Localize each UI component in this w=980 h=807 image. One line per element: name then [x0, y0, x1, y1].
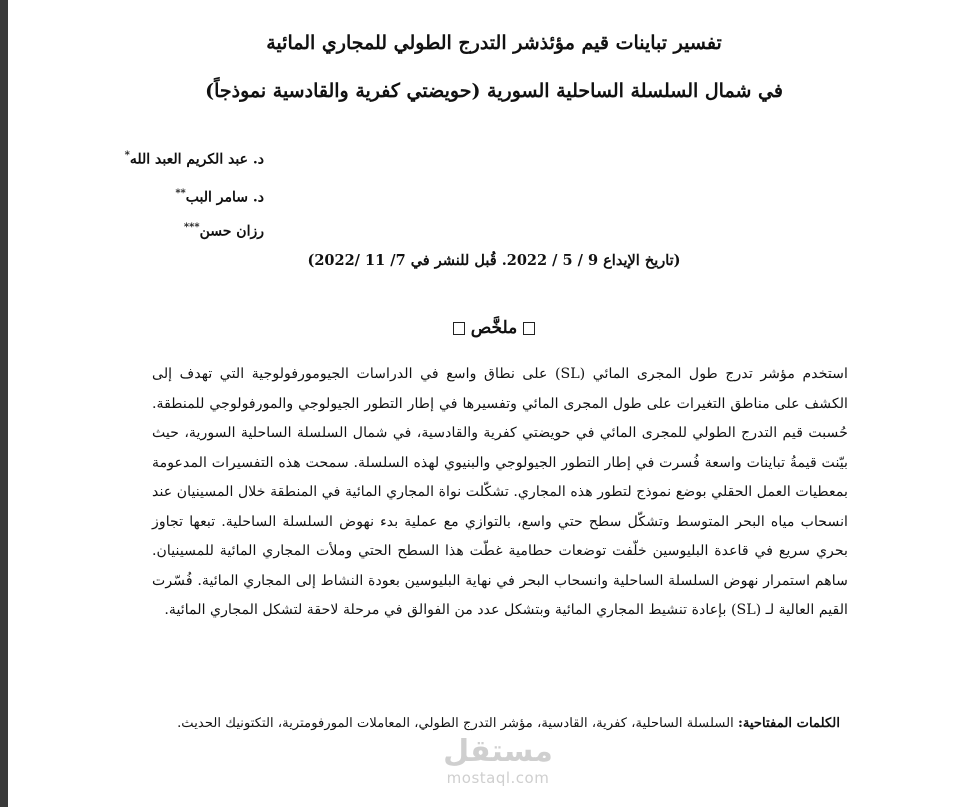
square-icon — [523, 322, 535, 335]
author-3-name: رزان حسن — [199, 223, 264, 240]
author-2-mark: ** — [175, 188, 186, 199]
paper-title-line1: تفسير تباينات قيم مؤئذشر التدرج الطولي للمجاري المائية — [266, 32, 722, 54]
keywords-text: السلسلة الساحلية، كفرية، القادسية، مؤشر التدرج الطولي، المعاملات المورفومترية، التكتونيك الحديث. — [177, 716, 738, 731]
author-2-name: د. سامر البب — [185, 189, 264, 206]
author-1-mark: * — [124, 150, 130, 161]
author-1 — [125, 150, 264, 168]
abstract-heading — [8, 318, 980, 338]
paper-page — [8, 0, 980, 807]
watermark — [438, 735, 558, 787]
watermark-site: mostaql.com — [446, 769, 550, 787]
author-3-mark: *** — [183, 222, 200, 233]
keywords-label: الكلمات المفتاحية: — [737, 716, 840, 731]
keywords-line — [177, 716, 840, 731]
author-2 — [175, 188, 264, 206]
window-edge — [0, 0, 8, 807]
abstract-heading-label: ملخَّص — [470, 318, 518, 338]
author-1-name: د. عبد الكريم العبد الله — [129, 151, 264, 168]
author-3 — [184, 222, 264, 240]
abstract-body: استخدم مؤشر تدرج طول المجرى المائي (SL) على نطاق واسع في الدراسات الجيومورفولوجية التي تهدف إلى الكشف على مناطق التغيرات على طول المجرى المائي وتفسيرها في إطار التطور الجيولوجي والمورفولوجي للمنطقة. حُسبت قيم التدرج الطولي للمجرى المائي في حويضتي كفرية والقادسية، في شمال السلسلة الساحلية السورية، حيث بيّنت قيمةُ تباينات واسعة فُسرت في إطار التطور الجيولوجي والبنيوي لهذه السلسلة. سمحت هذه التفسيرات المدعومة بمعطيات العمل الحقلي بوضع نموذج لتطور هذه المجاري. تشكّلت نواة المجاري المائية في المنطقة خلال المسينيان عند انسحاب مياه البحر المتوسط وتشكّل سطح حتي واسع، بالتوازي مع عملية بدء نهوض السلسلة الساحلية. تبعها تجاوز بحري سريع في قاعدة البليوسين خلّفت توضعات حطامية غطّت هذا السطح الحتي وملأت المجاري المائية للمسينيان. ساهم استمرار نهوض السلسلة الساحلية وانسحاب البحر في نهاية البليوسين بعودة النشاط إلى المجاري المائية. فُسّرت القيم العالية لـ (SL) بإعادة تنشيط المجاري المائية وبتشكل عدد من الفوالق في مرحلة لاحقة لتشكل المجاري المائية. — [152, 366, 848, 618]
submission-dates: (تاريخ الإيداع 9 / 5 / 2022. قُبل للنشر في 7/ 11 /2022) — [307, 252, 681, 269]
paper-title-line2: في شمال السلسلة الساحلية السورية (حويضتي كفرية والقادسية نموذجاً) — [205, 80, 783, 102]
watermark-logo: مستقل — [443, 734, 553, 769]
square-icon — [453, 322, 465, 335]
